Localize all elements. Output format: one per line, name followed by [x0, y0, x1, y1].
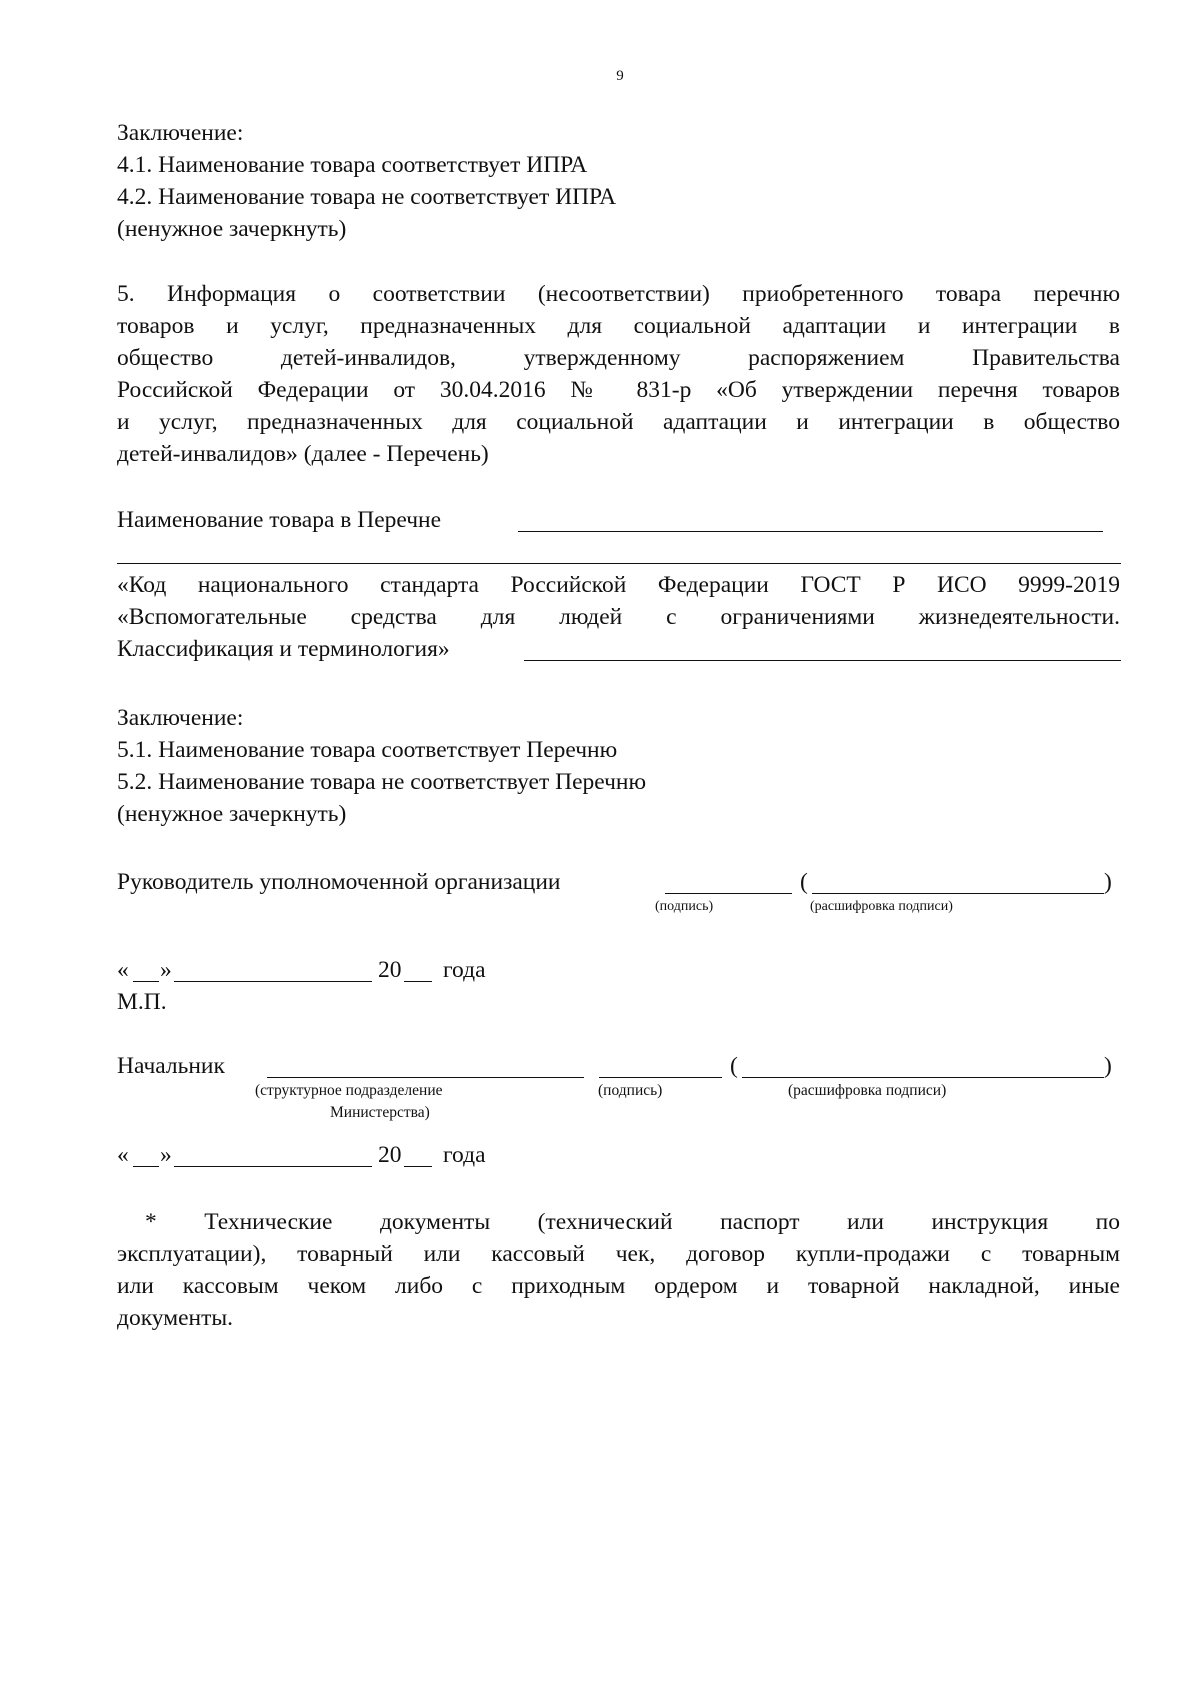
footnote-line: * Технические документы (технический паспорт или инструкция по — [145, 1209, 1120, 1235]
decoding-caption: (расшифровка подписи) — [788, 1082, 947, 1099]
paren-open: ( — [730, 1053, 738, 1079]
name-in-list-field-continuation[interactable] — [117, 563, 1121, 564]
date-year-prefix: 20 — [378, 1142, 402, 1168]
gost-code-block — [117, 569, 1120, 633]
section4-conclusion — [117, 117, 1120, 245]
org-decoding-field[interactable] — [812, 893, 1104, 894]
section5-paragraph — [117, 278, 1120, 470]
date-month-field[interactable] — [174, 1166, 372, 1167]
date-quote-close: » — [160, 957, 172, 983]
paragraph-line: 5. Информация о соответствии (несоответствии) приобретенного товара перечню — [117, 281, 1120, 307]
date-year-field[interactable] — [404, 1166, 432, 1167]
paragraph-line: товаров и услуг, предназначенных для социальной адаптации и интеграции в — [117, 313, 1120, 339]
footnote — [117, 1206, 1120, 1334]
page-number: 9 — [616, 68, 624, 84]
date-year-field[interactable] — [404, 981, 432, 982]
paren-close: ) — [1104, 869, 1112, 895]
date-year-prefix: 20 — [378, 957, 402, 983]
conclusion-heading: Заключение: — [117, 705, 244, 731]
org-signature-field[interactable] — [665, 893, 792, 894]
strike-note: (ненужное зачеркнуть) — [117, 216, 347, 242]
footnote-line: эксплуатации), товарный или кассовый чек, договор купли-продажи с товарным — [117, 1241, 1120, 1267]
paragraph-line: общество детей-инвалидов, утвержденному распоряжением Правительства — [117, 345, 1120, 371]
stamp-label: М.П. — [117, 989, 167, 1015]
date-month-field[interactable] — [174, 981, 372, 982]
conclusion-item: 5.2. Наименование товара не соответствует Перечню — [117, 769, 647, 795]
signature-caption: (подпись) — [655, 899, 714, 914]
division-caption-line1: (структурное подразделение — [255, 1082, 443, 1099]
division-caption-line2: Министерства) — [330, 1104, 430, 1121]
date-day-field[interactable] — [133, 1166, 159, 1167]
conclusion-item: 4.2. Наименование товара не соответствует ИПРА — [117, 184, 617, 210]
section5-conclusion — [117, 702, 1120, 830]
conclusion-heading: Заключение: — [117, 120, 244, 146]
date-quote-close: » — [160, 1142, 172, 1168]
chief-decoding-field[interactable] — [742, 1077, 1104, 1078]
paragraph-line: и услуг, предназначенных для социальной адаптации и интеграции в общество — [117, 409, 1120, 435]
paragraph-line: Российской Федерации от 30.04.2016 № 831-р «Об утверждении перечня товаров — [117, 377, 1120, 403]
date-quote-open: « — [117, 957, 129, 983]
strike-note: (ненужное зачеркнуть) — [117, 801, 347, 827]
chief-label: Начальник — [117, 1053, 225, 1079]
footnote-line: документы. — [117, 1305, 234, 1331]
chief-division-field[interactable] — [267, 1077, 584, 1078]
name-in-list-field[interactable] — [518, 531, 1103, 532]
org-head-label: Руководитель уполномоченной организации — [117, 869, 561, 895]
paren-open: ( — [800, 869, 808, 895]
gost-line: «Вспомогательные средства для людей с ограничениями жизнедеятельности. — [117, 604, 1120, 630]
chief-signature-field[interactable] — [599, 1077, 722, 1078]
gost-line: Классификация и терминология» — [117, 636, 450, 662]
date-day-field[interactable] — [133, 981, 159, 982]
decoding-caption: (расшифровка подписи) — [810, 899, 953, 914]
conclusion-item: 4.1. Наименование товара соответствует ИПРА — [117, 152, 588, 178]
gost-line: «Код национального стандарта Российской Федерации ГОСТ Р ИСО 9999-2019 — [117, 572, 1120, 598]
date-year-suffix: года — [443, 957, 486, 983]
footnote-line: или кассовым чеком либо с приходным ордером и товарной накладной, иные — [117, 1273, 1120, 1299]
paren-close: ) — [1104, 1053, 1112, 1079]
paragraph-line: детей-инвалидов» (далее - Перечень) — [117, 441, 489, 467]
conclusion-item: 5.1. Наименование товара соответствует Перечню — [117, 737, 618, 763]
name-in-list-label: Наименование товара в Перечне — [117, 507, 442, 533]
signature-caption: (подпись) — [598, 1082, 663, 1099]
gost-code-field[interactable] — [524, 660, 1121, 661]
date-year-suffix: года — [443, 1142, 486, 1168]
date-quote-open: « — [117, 1142, 129, 1168]
